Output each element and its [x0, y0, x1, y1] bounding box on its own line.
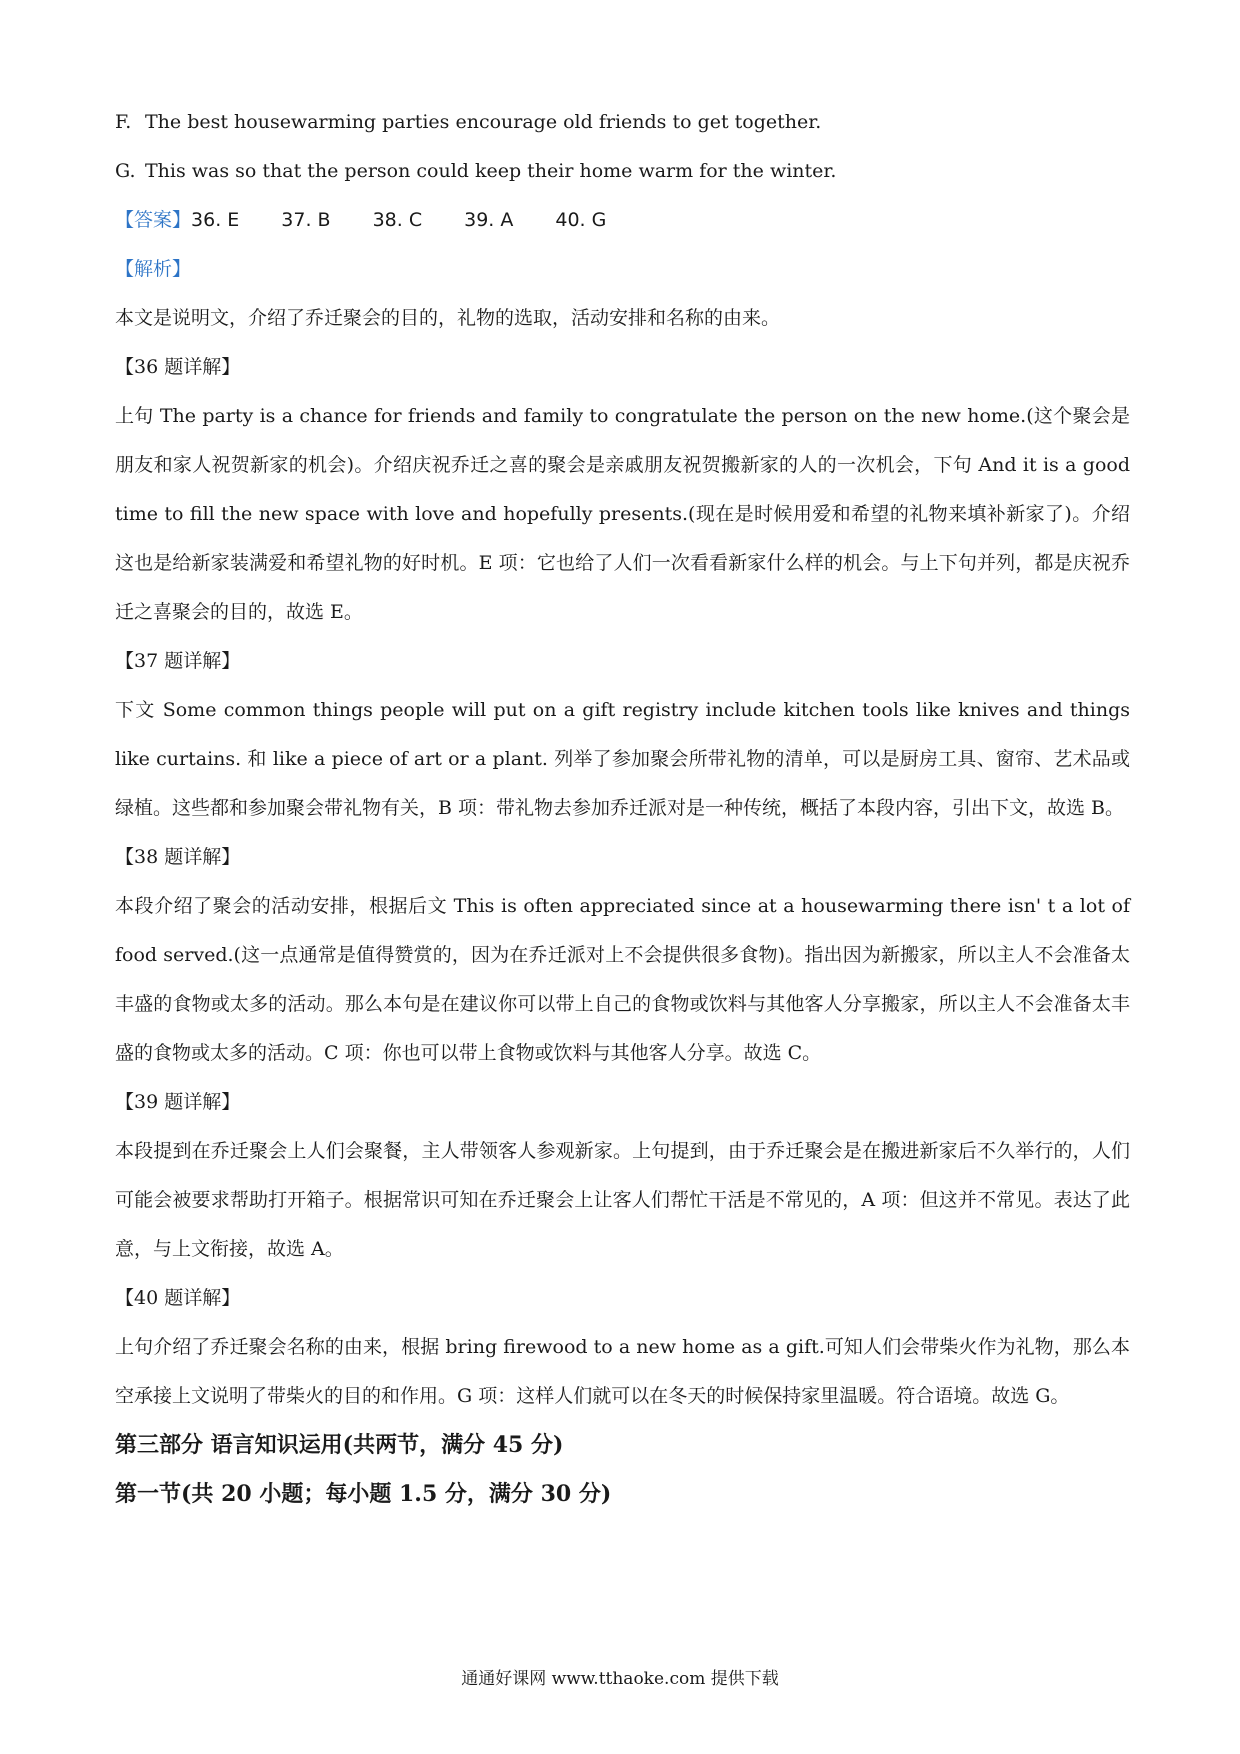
option-text: The best housewarming parties encourage old friends to get together.	[145, 111, 822, 133]
q38-explanation: 本段介绍了聚会的活动安排，根据后文 This is often appreciated since at a housewarming there isn' t a lot of food served.(这一点通常是值得赞赏的，因为在乔迁派对上不会提供很多食物)。指出因为新搬家，所以主人不会准备太丰盛的食物或太多的活动。那么本句是在建议你可以带上自己的食物或饮料与其他客人分享搬家，所以主人不会准备太丰盛的食物或太多的活动。C 项：你也可以带上食物或饮料与其他客人分享。故选 C。	[115, 895, 1130, 1064]
answer-item: 37. B	[281, 209, 331, 231]
answer-item: 39. A	[464, 209, 514, 231]
option-letter: F.	[115, 111, 132, 133]
option-letter: G.	[115, 160, 136, 182]
answer-line	[115, 196, 1130, 245]
answer-item: 38. C	[372, 209, 423, 231]
analysis-tag: 【解析】	[115, 258, 192, 280]
option-f	[115, 98, 1130, 147]
q39-explanation: 本段提到在乔迁聚会上人们会聚餐，主人带领客人参观新家。上句提到，由于乔迁聚会是在搬进新家后不久举行的，人们可能会被要求帮助打开箱子。根据常识可知在乔迁聚会上让客人们帮忙干活是不常见的，A 项：但这并不常见。表达了此意，与上文衔接，故选 A。	[115, 1140, 1130, 1260]
answer-tag: 【答案】	[115, 209, 192, 231]
answer-item: 40. G	[555, 209, 607, 231]
page-footer: 通通好课网 www.tthaoke.com 提供下载	[461, 1669, 779, 1689]
q37-explanation: 下文 Some common things people will put on a gift registry include kitchen tools like knives and things like curtains. 和 like a piece of art or a plant. 列举了参加聚会所带礼物的清单，可以是厨房工具、窗帘、艺术品或绿植。这些都和参加聚会带礼物有关，B 项：带礼物去参加乔迁派对是一种传统，概括了本段内容，引出下文，故选 B。	[115, 699, 1130, 819]
summary-text: 本文是说明文，介绍了乔迁聚会的目的，礼物的选取，活动安排和名称的由来。	[115, 307, 781, 329]
q40-heading: 【40 题详解】	[115, 1287, 241, 1309]
q37-heading: 【37 题详解】	[115, 650, 241, 672]
answer-item: 36. E	[191, 209, 240, 231]
q39-heading: 【39 题详解】	[115, 1091, 241, 1113]
q36-explanation: 上句 The party is a chance for friends and family to congratulate the person on the new home.(这个聚会是朋友和家人祝贺新家的机会)。介绍庆祝乔迁之喜的聚会是亲戚朋友祝贺搬新家的人的一次机会，下句 And it is a good time to fill the new space with love and hopefully presents.(现在是时候用爱和希望的礼物来填补新家了)。介绍这也是给新家装满爱和希望礼物的好时机。E 项：它也给了人们一次看看新家什么样的机会。与上下句并列，都是庆祝乔迁之喜聚会的目的，故选 E。	[115, 405, 1130, 623]
option-text: This was so that the person could keep their home warm for the winter.	[145, 160, 837, 182]
q38-heading: 【38 题详解】	[115, 846, 241, 868]
q36-heading: 【36 题详解】	[115, 356, 241, 378]
q40-explanation: 上句介绍了乔迁聚会名称的由来，根据 bring firewood to a new home as a gift.可知人们会带柴火作为礼物，那么本空承接上文说明了带柴火的目的和作用。G 项：这样人们就可以在冬天的时候保持家里温暖。符合语境。故选 G。	[115, 1336, 1130, 1407]
part3-title: 第三部分 语言知识运用(共两节，满分 45 分)	[115, 1432, 564, 1458]
document-content	[115, 98, 1130, 1519]
section1-title: 第一节(共 20 小题；每小题 1.5 分，满分 30 分)	[115, 1481, 612, 1507]
option-g	[115, 147, 1130, 196]
